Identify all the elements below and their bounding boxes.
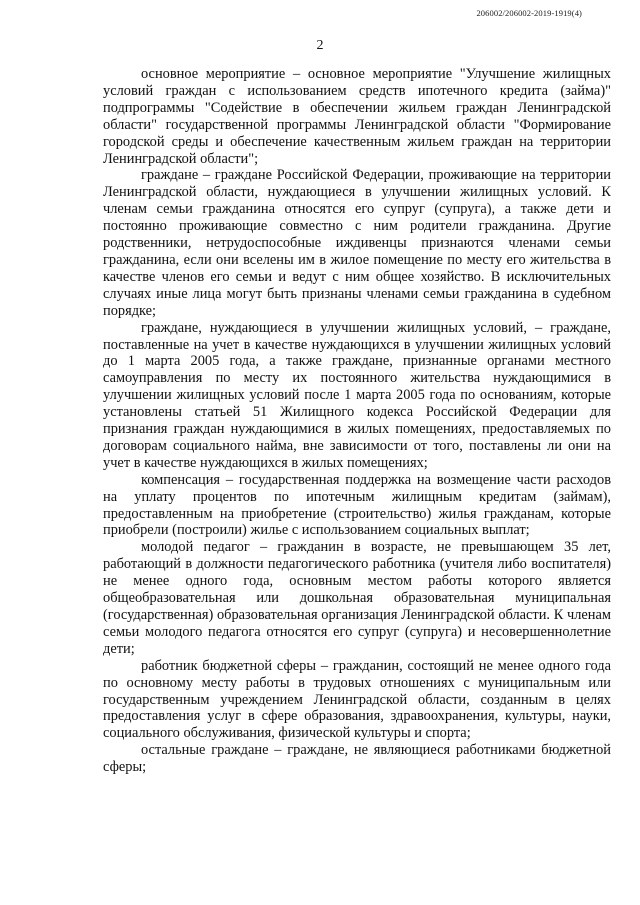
paragraph-grazhdane: граждане – граждане Российской Федерации, проживающие на территории Ленинградской области, нуждающиеся в улучшении жилищных условий. К членам семьи гражданина относятся его супруг (супруга), а также дети и постоянно проживающие совместно с ним родители гражданина. Другие родственники, нетрудоспособные иждивенцы признаются членами семьи гражданина, если они вселены им в жилое помещение по месту его жительства в качестве членов его семьи и ведут с ним общее хозяйство. В исключительных случаях иные лица могут быть признаны членами семьи гражданина в судебном порядке; <box>103 167 611 319</box>
document-body <box>103 66 611 776</box>
paragraph-osnovnoe-meropriyatie: основное мероприятие – основное мероприятие "Улучшение жилищных условий граждан с использованием средств ипотечного кредита (займа)" подпрограммы "Содействие в обеспечении жильем граждан Ленинградской области" государственной программы Ленинградской области "Формирование городской среды и обеспечение качественным жильем граждан на территории Ленинградской области"; <box>103 66 611 167</box>
page-number: 2 <box>316 38 324 53</box>
paragraph-ostalnye-grazhdane: остальные граждане – граждане, не являющиеся работниками бюджетной сферы; <box>103 742 611 776</box>
paragraph-kompensatsiya: компенсация – государственная поддержка на возмещение части расходов на уплату процентов по ипотечным жилищным кредитам (займам), предоставленным на приобретение (строительство) жилья гражданам, которые приобрели (построили) жилье с использованием социальных выплат; <box>103 471 611 539</box>
paragraph-rabotnik-byudzhetnoy-sfery: работник бюджетной сферы – гражданин, состоящий не менее одного года по основному месту работы в трудовых отношениях с муниципальным или государственным учреждением Ленинградской области, созданным в целях предоставления услуг в сфере образования, здравоохранения, культуры, науки, социального обслуживания, физической культуры и спорта; <box>103 657 611 742</box>
paragraph-grazhdane-nuzhdayushchiesya: граждане, нуждающиеся в улучшении жилищных условий, – граждане, поставленные на учет в качестве нуждающихся в улучшении жилищных условий до 1 марта 2005 года, а также граждане, признанные органами местного самоуправления по месту их постоянного жительства нуждающимися в улучшении жилищных условий после 1 марта 2005 года по основаниям, которые установлены статьей 51 Жилищного кодекса Российской Федерации для признания граждан нуждающимися в жилых помещениях, предоставляемых по договорам социального найма, вне зависимости от того, поставлены ли они на учет в качестве нуждающихся в жилых помещениях; <box>103 319 611 471</box>
paragraph-molodoy-pedagog: молодой педагог – гражданин в возрасте, не превышающем 35 лет, работающий в должности педагогического работника (учителя либо воспитателя) не менее одного года, основным местом работы которого является общеобразовательная или дошкольная образовательная муниципальная (государственная) образовательная организация Ленинградской области. К членам семьи молодого педагога относятся его супруг (супруга) и несовершеннолетние дети; <box>103 539 611 657</box>
document-id: 206002/206002-2019-1919(4) <box>476 8 582 18</box>
